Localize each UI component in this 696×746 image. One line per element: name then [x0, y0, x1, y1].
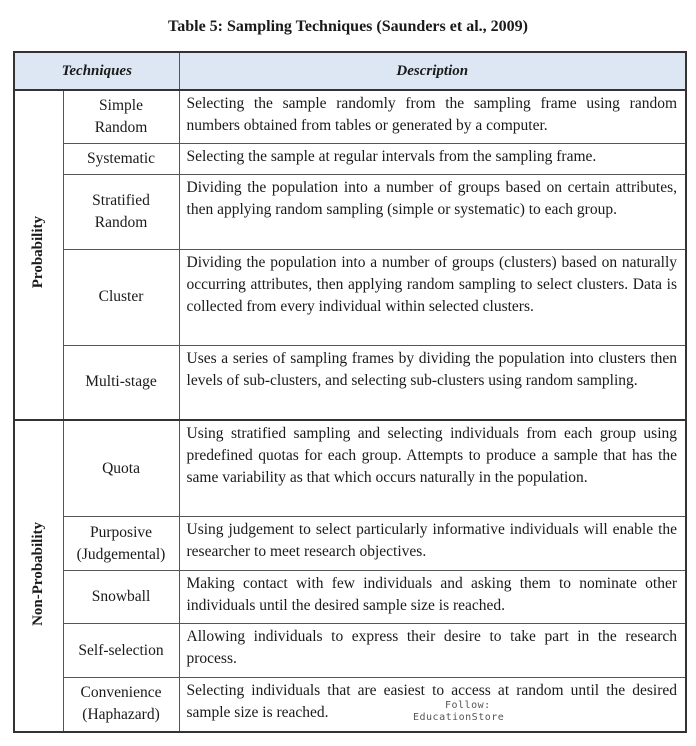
- technique-cell: [63, 175, 179, 250]
- table-row: [14, 517, 686, 571]
- technique-name: Simple: [99, 97, 143, 114]
- table-row: [14, 677, 686, 732]
- technique-name: Multi-stage: [85, 373, 157, 391]
- description-cell: Selecting the sample randomly from the sampling frame using random numbers obtained from tables or generated by a computer.: [179, 90, 686, 144]
- technique-cell: [63, 345, 179, 420]
- table-row: [14, 624, 686, 678]
- probability-group-label: Probability: [30, 216, 47, 289]
- table-row: [14, 175, 686, 250]
- technique-name-line2: (Haphazard): [82, 706, 160, 724]
- description-cell: Selecting individuals that are easiest to access at random until the desired sample size is reached.: [179, 677, 686, 732]
- technique-cell: [63, 517, 179, 571]
- non-probability-group-cell: [14, 420, 63, 732]
- description-cell: Uses a series of sampling frames by dividing the population into clusters then levels of sub-clusters, and selecting sub-clusters using random sampling.: [179, 345, 686, 420]
- technique-name: Snowball: [91, 588, 151, 606]
- watermark-line2: EducationStore: [413, 712, 505, 723]
- table-row: [14, 345, 686, 420]
- non-probability-group-label: Non-Probability: [30, 521, 47, 626]
- table-row: [14, 420, 686, 517]
- table-row: [14, 570, 686, 624]
- description-cell: Making contact with few individuals and asking them to nominate other individuals until the desired sample size is reached.: [179, 570, 686, 624]
- description-cell: Using judgement to select particularly informative individuals will enable the researcher to meet research objectives.: [179, 517, 686, 571]
- technique-name: Convenience: [80, 684, 162, 702]
- description-cell: Dividing the population into a number of groups (clusters) based on naturally occurring attributes, then applying random sampling to select clusters. Data is collected from every individual within selected clusters.: [179, 249, 686, 345]
- technique-name: Self-selection: [78, 641, 164, 659]
- technique-name: Stratified: [92, 192, 150, 210]
- technique-name: Systematic: [86, 150, 156, 168]
- description-header: Description: [179, 52, 686, 90]
- table-row: [14, 144, 686, 175]
- technique-name: Cluster: [98, 288, 144, 306]
- technique-name-line2: (Judgemental): [76, 545, 166, 563]
- watermark: [413, 700, 504, 724]
- technique-name: Purposive: [90, 523, 152, 541]
- description-cell: Selecting the sample at regular intervals from the sampling frame.: [179, 144, 686, 175]
- technique-cell: [63, 420, 179, 517]
- technique-cell: [63, 677, 179, 732]
- technique-cell: [63, 144, 179, 175]
- description-cell: Allowing individuals to express their desire to take part in the research process.: [179, 624, 686, 678]
- table-row: [14, 90, 686, 144]
- technique-cell: [63, 249, 179, 345]
- sampling-techniques-table: [13, 51, 687, 733]
- table-caption: Table 5: Sampling Techniques (Saunders et al., 2009): [168, 18, 528, 35]
- table-row: [14, 249, 686, 345]
- description-cell: Dividing the population into a number of groups based on certain attributes, then applying random sampling (simple or systematic) to each group.: [179, 175, 686, 250]
- technique-cell: [63, 570, 179, 624]
- technique-cell: [63, 90, 179, 144]
- technique-name-line2: Random: [94, 119, 148, 136]
- technique-cell: [63, 624, 179, 678]
- watermark-line1: Follow:: [445, 700, 491, 711]
- description-cell: Using stratified sampling and selecting individuals from each group using predefined quotas for each group. Attempts to produce a sample that has the same variability as that which occurs naturally in the population.: [179, 420, 686, 517]
- header-row: [14, 52, 686, 90]
- technique-name: Quota: [102, 459, 140, 477]
- probability-group-cell: [14, 90, 63, 420]
- technique-name-line2: Random: [94, 214, 148, 232]
- techniques-header: Techniques: [14, 52, 179, 90]
